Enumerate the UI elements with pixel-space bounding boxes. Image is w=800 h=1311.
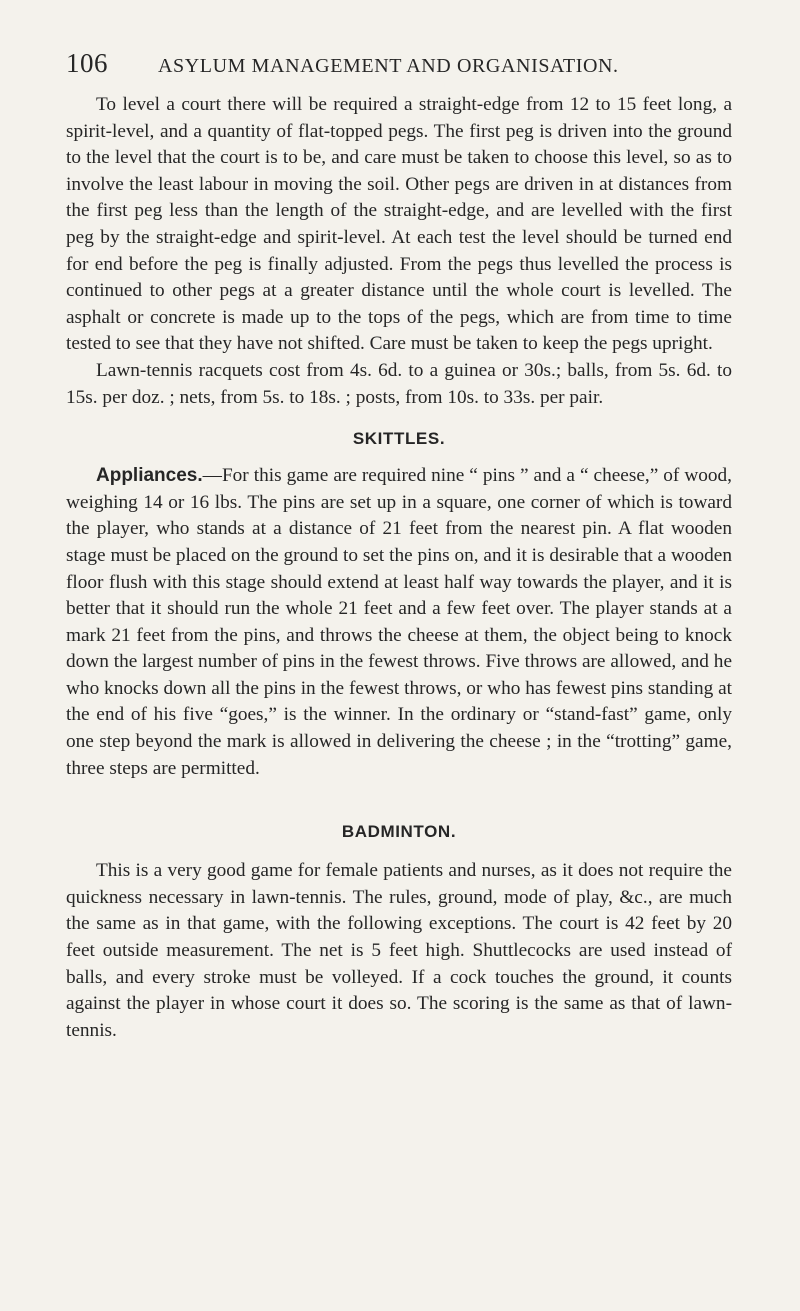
- appliances-lead-in: Appliances.: [96, 465, 203, 487]
- appliances-text: —For this game are required nine “ pins ” and a “ cheese,” of wood, weighing 14 or 16 lbs. The pins are set up in a square, one corner of which is toward the player, who stands at a distance of 21 feet from the nearest pin. A flat wooden stage must be placed on the ground to set the pins on, and it is desirable that a wooden floor flush with this stage should extend at least half way towards the player, and it is better that it should run the whole 21 feet and a few feet over. The player stands at a mark 21 feet from the pins, and throws the cheese at them, the object being to knock down the largest number of pins in the fewest throws. Five throws are allowed, and he who knocks down all the pins in the fewest throws, or who has fewest pins standing at the end of his five “goes,” is the winner. In the ordinary or “stand-fast” game, only one step beyond the mark is allowed in delivering the cheese ; in the “trotting” game, three steps are permitted.: [66, 465, 732, 779]
- page-number: 106: [66, 48, 108, 78]
- running-title: ASYLUM MANAGEMENT AND ORGANISATION.: [158, 55, 619, 77]
- lawn-tennis-costs-paragraph: Lawn-tennis racquets cost from 4s. 6d. to a guinea or 30s.; balls, from 5s. 6d. to 15s. per doz. ; nets, from 5s. to 18s. ; posts, from 10s. to 33s. per pair.: [66, 359, 732, 408]
- running-head: [66, 48, 732, 82]
- badminton-heading: BADMINTON.: [341, 822, 457, 842]
- court-levelling-paragraph: To level a court there will be required a straight-edge from 12 to 15 feet long, a spirit-level, and a quantity of flat-topped pegs. The first peg is driven into the ground to the level that the court is to be, and care must be taken to choose this level, so as to involve the least labour in moving the soil. Other pegs are driven in at distances from the first peg less than the length of the straight-edge, and are levelled with the first peg by the straight-edge and spirit-level. At each test the level should be turned end for end before the peg is finally adjusted. From the pegs thus levelled the process is continued to other pegs at a greater distance until the whole court is levelled. The asphalt or concrete is made up to the tops of the pegs, which are from time to time tested to see that they have not shifted. Care must be taken to keep the pegs upright.: [66, 94, 732, 355]
- skittles-appliances-paragraph: [66, 463, 732, 782]
- skittles-heading: SKITTLES.: [352, 429, 446, 449]
- badminton-paragraph: This is a very good game for female patients and nurses, as it does not require the quickness necessary in lawn-tennis. The rules, ground, mode of play, &c., are much the same as in that game, with the following exceptions. The court is 42 feet by 20 feet outside measurement. The net is 5 feet high. Shuttlecocks are used instead of balls, and every stroke must be volleyed. If a cock touches the ground, it counts against the player in whose court it does so. The scoring is the same as that of lawn-tennis.: [66, 860, 732, 1041]
